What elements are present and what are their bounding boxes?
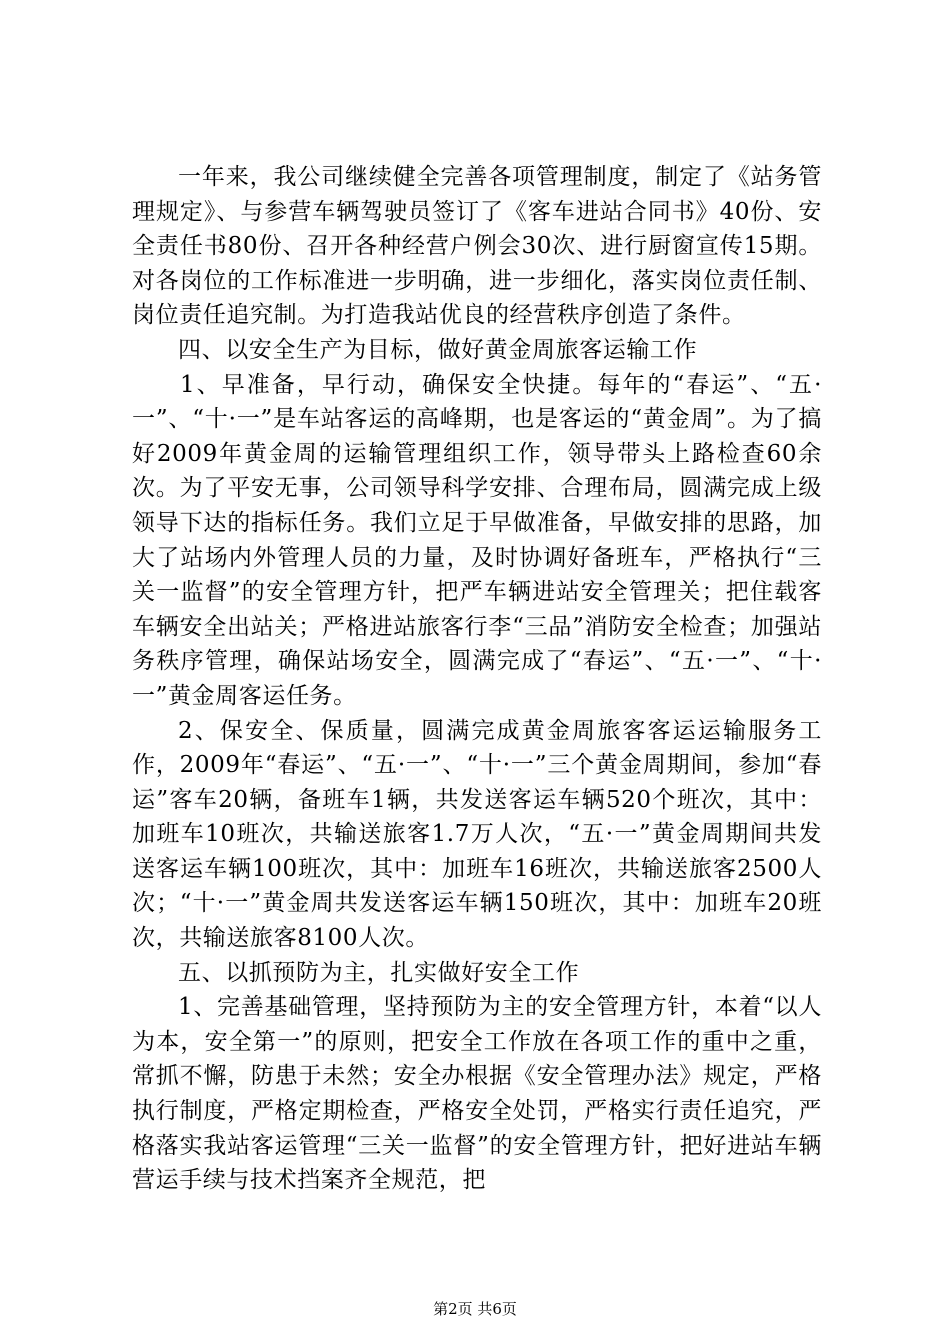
paragraph-basic-management: 1、完善基础管理，坚持预防为主的安全管理方针，本着“以人为本，安全第一”的原则，把安全工作放在各项工作的重中之重，常抓不懈，防患于未然；安全办根据《安全管理办法》规定，严格执行制度，严格定期检查，严格安全处罚，严格实行责任追究，严格落实我站客运管理“三关一监督”的安全管理方针，把好进站车辆营运手续与技术挡案齐全规范，把 [132,994,822,1194]
page-number-footer: 第2页 共6页 [433,1300,517,1318]
paragraph-management-system: 一年来，我公司继续健全完善各项管理制度，制定了《站务管理规定》、与参营车辆驾驶员签订了《客车进站合同书》40份、安全责任书80份、召开各种经营户例会30次、进行厨窗宣传15期。对各岗位的工作标准进一步明确，进一步细化，落实岗位责任制、岗位责任追究制。为打造我站优良的经营秩序创造了条件。 [132,164,822,329]
document-body [132,160,822,1198]
paragraph-early-preparation: 1、早准备，早行动，确保安全快捷。每年的“春运”、“五·一”、“十·一”是车站客运的高峰期，也是客运的“黄金周”。为了搞好2009年黄金周的运输管理组织工作，领导带头上路检查60余次。为了平安无事，公司领导科学安排、合理布局，圆满完成上级领导下达的指标任务。我们立足于早做准备，早做安排的思路，加大了站场内外管理人员的力量，及时协调好备班车，严格执行“三关一监督”的安全管理方针，把严车辆进站安全管理关；把住载客车辆安全出站关；严格进站旅客行李“三品”消防安全检查；加强站务秩序管理，确保站场安全，圆满完成了“春运”、“五·一”、“十·一”黄金周客运任务。 [132,371,822,709]
section-heading-golden-week: 四、以安全生产为目标，做好黄金周旅客运输工作 [178,336,698,363]
paragraph-safety-quality: 2、保安全、保质量，圆满完成黄金周旅客客运运输服务工作，2009年“春运”、“五·一”、“十·一”三个黄金周期间，参加“春运”客车20辆，备班车1辆，共发送客运车辆520个班次，其中：加班车10班次，共输送旅客1.7万人次，“五·一”黄金周期间共发送客运车辆100班次，其中：加班车16班次，共输送旅客2500人次；“十·一”黄金周共发送客运车辆150班次，其中：加班车20班次，共输送旅客8100人次。 [132,717,822,952]
section-heading-prevention: 五、以抓预防为主，扎实做好安全工作 [178,959,580,986]
